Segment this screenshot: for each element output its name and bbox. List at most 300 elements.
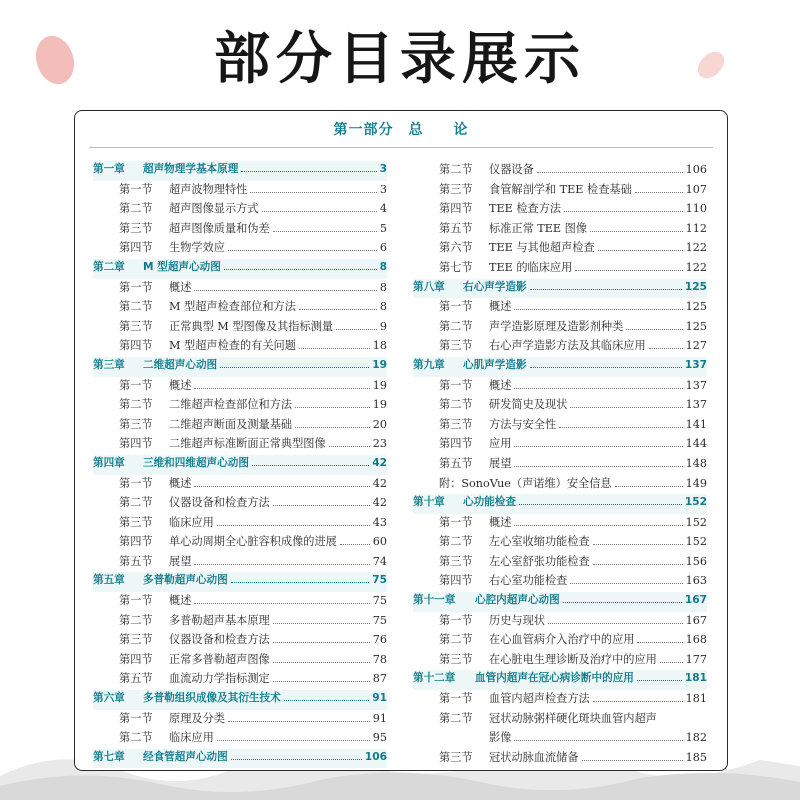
toc-page-number: 137	[684, 358, 707, 371]
toc-entry-title: 方法与安全性	[489, 417, 557, 431]
toc-page-number: 60	[372, 535, 387, 549]
toc-page-number: 106	[364, 750, 387, 763]
toc-entry-title: 正常典型 M 型图像及其指标测量	[169, 319, 334, 333]
toc-column-left	[93, 161, 387, 768]
toc-section-row	[413, 220, 707, 240]
toc-leader-dots	[563, 602, 682, 603]
toc-page-number: 42	[372, 496, 387, 510]
toc-entry-number: 第二节	[119, 202, 153, 216]
toc-page-number: 74	[372, 554, 387, 568]
toc-page-number: 23	[372, 437, 387, 451]
toc-entry-number: 第四节	[119, 339, 153, 353]
toc-page-number: 91	[372, 711, 387, 725]
toc-entry-number: 第一节	[119, 182, 153, 196]
toc-entry-title: 附：SonoVue（声诺维）安全信息	[439, 476, 612, 490]
toc-entry-number: 第五节	[119, 672, 153, 686]
toc-leader-dots	[295, 407, 370, 408]
toc-section-row	[413, 239, 707, 259]
toc-entry-number: 第四节	[439, 437, 473, 451]
toc-entry-title: 多普勒超声基本原理	[169, 613, 270, 627]
toc-section-row	[413, 200, 707, 220]
toc-page-number: 141	[685, 417, 707, 431]
toc-column-right	[413, 161, 707, 768]
toc-section-row	[413, 435, 707, 455]
toc-entry-title: 左心室收缩功能检查	[489, 535, 590, 549]
toc-chapter-row	[413, 494, 707, 514]
toc-chapter-row	[93, 455, 387, 475]
toc-page-number: 144	[685, 437, 707, 451]
toc-page-number: 75	[372, 574, 387, 587]
toc-leader-dots	[660, 662, 683, 663]
toc-leader-dots	[575, 270, 682, 271]
toc-section-row	[413, 553, 707, 573]
toc-entry-number: 第四节	[119, 535, 153, 549]
toc-entry-title: 二维超声断面及测量基础	[169, 417, 293, 431]
toc-leader-dots	[593, 564, 683, 565]
toc-chapter-row	[413, 357, 707, 377]
toc-entry-number: 第三节	[119, 417, 153, 431]
toc-page-number: 9	[379, 319, 387, 333]
toc-entry-title: M 型超声检查部位和方法	[169, 300, 296, 314]
toc-page-number: 107	[685, 182, 707, 196]
toc-leader-dots	[228, 250, 377, 251]
toc-leader-dots	[537, 172, 683, 173]
toc-leader-dots	[273, 623, 370, 624]
toc-section-row	[93, 279, 387, 299]
toc-entry-title: 标准正常 TEE 图像	[489, 221, 588, 235]
toc-section-row	[93, 318, 387, 338]
toc-page-number: 3	[379, 163, 387, 175]
toc-entry-title: 血管内超声检查方法	[489, 692, 590, 706]
toc-leader-dots	[559, 427, 683, 428]
toc-entry-title: 左心室舒张功能检查	[489, 554, 590, 568]
toc-page-number: 185	[685, 750, 707, 764]
toc-entry-number: 第四节	[439, 574, 473, 588]
toc-entry-title: 概述	[489, 378, 512, 392]
toc-entry-number: 第三节	[119, 515, 153, 529]
toc-page-number: 19	[372, 378, 387, 392]
toc-chapter-row	[413, 279, 707, 299]
toc-entry-number: 第一节	[119, 711, 153, 725]
toc-leader-dots	[329, 446, 370, 447]
toc-leader-dots	[299, 348, 370, 349]
toc-section-row	[93, 494, 387, 514]
toc-entry-title: 概述	[169, 280, 192, 294]
toc-chapter-row	[93, 357, 387, 377]
toc-entry-number: 第三节	[119, 221, 153, 235]
toc-leader-dots	[593, 701, 683, 702]
toc-section-row	[93, 631, 387, 651]
toc-page-number: 76	[372, 633, 387, 647]
toc-section-row	[93, 200, 387, 220]
toc-leader-dots	[220, 367, 369, 368]
page-headline: 部分目录展示	[214, 27, 586, 92]
toc-entry-title: 右心声学造影	[463, 280, 527, 293]
toc-entry-number: 第一节	[439, 613, 473, 627]
toc-leader-dots	[582, 760, 683, 761]
toc-section-row	[413, 710, 707, 730]
toc-entry-number: 第一节	[119, 476, 153, 490]
toc-entry-title: 应用	[489, 437, 512, 451]
toc-page-number: 75	[372, 594, 387, 608]
toc-card	[74, 110, 728, 771]
toc-section-row	[93, 612, 387, 632]
toc-page-number: 106	[685, 163, 707, 176]
toc-entry-title: 概述	[169, 378, 192, 392]
toc-leader-dots	[598, 250, 683, 251]
toc-entry-title: 在心血管病介入治疗中的应用	[489, 633, 635, 647]
toc-entry-number: 第五章	[93, 574, 125, 587]
toc-leader-dots	[336, 329, 377, 330]
toc-entry-number: 第六节	[439, 241, 473, 255]
toc-section-row	[93, 475, 387, 495]
toc-leader-dots	[194, 564, 369, 565]
toc-leader-dots	[194, 388, 369, 389]
toc-entry-title: 声学造影原理及造影剂种类	[489, 319, 624, 333]
toc-page-number: 8	[379, 280, 387, 294]
toc-entry-title: TEE 与其他超声检查	[489, 241, 595, 255]
toc-section-row	[413, 298, 707, 318]
toc-leader-dots	[284, 700, 370, 701]
toc-entry-number: 第三节	[119, 319, 153, 333]
toc-leader-dots	[295, 427, 370, 428]
toc-section-row	[413, 514, 707, 534]
toc-section-row	[93, 298, 387, 318]
toc-entry-number: 第七章	[93, 750, 125, 763]
toc-entry-number: 第三节	[439, 417, 473, 431]
toc-entry-title: 食管解剖学和 TEE 检查基础	[489, 182, 632, 196]
toc-entry-number: 第七节	[439, 260, 473, 274]
toc-entry-title: TEE 检查方法	[489, 202, 562, 216]
toc-entry-title: 在心脏电生理诊断及治疗中的应用	[489, 652, 657, 666]
toc-entry-title: 仪器设备和检查方法	[169, 633, 270, 647]
toc-entry-number: 第一节	[439, 378, 473, 392]
toc-entry-title: 展望	[169, 554, 192, 568]
toc-page-number: 156	[685, 554, 707, 568]
toc-entry-number: 第三节	[439, 554, 473, 568]
toc-section-row	[413, 612, 707, 632]
toc-leader-dots	[273, 642, 370, 643]
toc-entry-title: 三维和四维超声心动图	[143, 456, 249, 469]
toc-page-number: 20	[372, 417, 387, 431]
toc-leader-dots	[217, 525, 370, 526]
toc-leader-dots	[299, 309, 377, 310]
toc-entry-title: 临床应用	[169, 731, 214, 745]
toc-leader-dots	[590, 231, 683, 232]
toc-entry-title: 影像	[489, 731, 512, 745]
toc-entry-number: 第一节	[119, 280, 153, 294]
toc-leader-dots	[514, 388, 682, 389]
toc-entry-title: 心肌声学造影	[463, 358, 527, 371]
toc-entry-title: 研发简史及现状	[489, 398, 568, 412]
toc-leader-dots	[514, 446, 682, 447]
toc-page-number: 125	[685, 319, 707, 333]
toc-section-row	[93, 710, 387, 730]
toc-entry-title: 冠状动脉粥样硬化斑块血管内超声	[489, 711, 657, 725]
toc-page-number: 19	[372, 398, 387, 412]
toc-entry-number: 第一节	[119, 378, 153, 392]
toc-page-number: 8	[379, 300, 387, 314]
toc-leader-dots	[228, 721, 370, 722]
toc-entry-number: 第二节	[439, 319, 473, 333]
toc-page-number: 78	[372, 652, 387, 666]
toc-leader-dots	[273, 681, 370, 682]
part-title-divider	[89, 147, 713, 148]
toc-section-row	[413, 259, 707, 279]
toc-entry-number: 第三节	[119, 633, 153, 647]
toc-entry-title: 临床应用	[169, 515, 214, 529]
toc-entry-number: 第一节	[119, 594, 153, 608]
toc-leader-dots	[615, 486, 683, 487]
toc-page-number: 95	[372, 731, 387, 745]
toc-entry-number: 第五节	[119, 554, 153, 568]
toc-page-number: 167	[685, 613, 707, 627]
toc-page-number: 181	[685, 692, 707, 706]
toc-entry-title: M 型超声心动图	[143, 260, 221, 273]
toc-entry-title: M 型超声检查的有关问题	[169, 339, 296, 353]
toc-section-row	[413, 455, 707, 475]
toc-entry-title: 右心室功能检查	[489, 574, 568, 588]
toc-entry-title: 仪器设备	[489, 163, 534, 176]
toc-entry-title: TEE 的临床应用	[489, 260, 573, 274]
toc-entry-number: 第十一章	[413, 594, 456, 607]
toc-section-row	[413, 533, 707, 553]
toc-leader-dots	[273, 662, 370, 663]
toc-entry-number: 第二节	[439, 163, 473, 176]
toc-page-number: 148	[685, 456, 707, 470]
toc-section-row	[413, 690, 707, 710]
toc-page-number: 163	[685, 574, 707, 588]
toc-section-row	[413, 161, 707, 181]
toc-entry-title: 二维超声心动图	[143, 358, 218, 371]
toc-entry-number: 第五节	[439, 221, 473, 235]
toc-leader-dots	[514, 309, 682, 310]
toc-section-row	[93, 670, 387, 690]
toc-page-number: 177	[685, 652, 707, 666]
toc-page-number: 6	[379, 241, 387, 255]
toc-entry-number: 第九章	[413, 358, 445, 371]
toc-entry-number: 第六章	[93, 692, 125, 705]
toc-leader-dots	[262, 211, 377, 212]
toc-entry-number: 第二章	[93, 260, 125, 273]
toc-page-number: 122	[685, 241, 707, 255]
toc-chapter-row	[93, 259, 387, 279]
toc-section-row	[413, 572, 707, 592]
toc-leader-dots	[519, 504, 682, 505]
toc-section-row	[93, 435, 387, 455]
toc-entry-title: 单心动周期全心脏容积成像的进展	[169, 535, 337, 549]
toc-chapter-row	[413, 670, 707, 690]
toc-leader-dots	[637, 680, 682, 681]
toc-entry-title: 超声波物理特性	[169, 182, 248, 196]
toc-entry-title: 血流动力学指标测定	[169, 672, 270, 686]
toc-section-row	[93, 592, 387, 612]
toc-entry-number: 第二节	[439, 535, 473, 549]
toc-entry-title: 超声图像质量和伪差	[169, 221, 270, 235]
toc-entry-number: 第二节	[439, 711, 473, 725]
toc-leader-dots	[217, 740, 370, 741]
toc-page-number: 110	[685, 202, 707, 216]
toc-leader-dots	[530, 289, 682, 290]
toc-page-number: 127	[685, 339, 707, 353]
toc-leader-dots	[570, 583, 682, 584]
toc-section-row	[93, 514, 387, 534]
toc-page-number: 91	[372, 692, 387, 705]
toc-entry-title: 概述	[489, 515, 512, 529]
part-title: 第一部分 总 论	[333, 122, 469, 138]
toc-leader-dots	[224, 269, 377, 270]
toc-entry-number: 第四节	[439, 202, 473, 216]
toc-entry-title: 心腔内超声心动图	[475, 594, 560, 607]
toc-section-row	[413, 396, 707, 416]
toc-entry-number: 第四章	[93, 456, 125, 469]
toc-leader-dots	[593, 544, 683, 545]
toc-page-number: 3	[379, 182, 387, 196]
toc-page-number: 152	[684, 496, 707, 509]
toc-page-number: 149	[685, 476, 707, 490]
toc-entry-number: 第四节	[119, 437, 153, 451]
toc-leader-dots	[637, 642, 682, 643]
toc-page-number: 18	[372, 339, 387, 353]
toc-entry-title: 多普勒组织成像及其衍生技术	[143, 692, 281, 705]
toc-leader-dots	[626, 329, 682, 330]
toc-leader-dots	[564, 211, 683, 212]
toc-entry-number: 第一章	[93, 163, 125, 175]
toc-page-number: 112	[685, 221, 707, 235]
toc-entry-number: 第八章	[413, 280, 445, 293]
toc-leader-dots	[194, 486, 369, 487]
toc-entry-number: 第二节	[119, 398, 153, 412]
toc-leader-dots	[514, 466, 682, 467]
toc-page-number: 181	[684, 672, 707, 685]
toc-entry-title: 超声图像显示方式	[169, 202, 259, 216]
toc-entry-title: 概述	[169, 594, 192, 608]
toc-leader-dots	[250, 192, 377, 193]
toc-leader-dots	[340, 544, 370, 545]
toc-entry-title: 原理及分类	[169, 711, 225, 725]
toc-section-row	[413, 651, 707, 671]
toc-entry-number: 第四节	[119, 241, 153, 255]
toc-page-number: 137	[685, 378, 707, 392]
toc-entry-number: 第二节	[119, 613, 153, 627]
toc-entry-title: 历史与现状	[489, 613, 545, 627]
toc-section-row	[413, 749, 707, 769]
toc-chapter-row	[93, 749, 387, 769]
toc-entry-title: 心功能检查	[463, 496, 516, 509]
toc-section-row	[93, 553, 387, 573]
toc-entry-title: 概述	[489, 300, 512, 314]
toc-section-row	[93, 220, 387, 240]
toc-entry-title: 血管内超声在冠心病诊断中的应用	[475, 672, 634, 685]
toc-page-number: 19	[372, 358, 387, 371]
toc-section-row	[413, 181, 707, 201]
toc-section-row	[93, 416, 387, 436]
toc-section-row	[413, 631, 707, 651]
toc-entry-number: 第三节	[439, 182, 473, 196]
toc-leader-dots	[241, 171, 376, 172]
toc-entry-number: 第二节	[119, 300, 153, 314]
toc-entry-number: 第二节	[119, 496, 153, 510]
toc-leader-dots	[530, 367, 682, 368]
toc-entry-number: 第五节	[439, 456, 473, 470]
toc-leader-dots	[273, 231, 377, 232]
toc-page-number: 167	[684, 594, 707, 607]
toc-leader-dots	[548, 623, 683, 624]
toc-entry-number: 第二节	[119, 731, 153, 745]
toc-section-row	[413, 337, 707, 357]
toc-entry-number: 第十章	[413, 496, 445, 509]
toc-section-row	[413, 377, 707, 397]
toc-leader-dots	[570, 407, 682, 408]
toc-page-number: 8	[379, 260, 387, 273]
toc-entry-title: 冠状动脉血流储备	[489, 750, 579, 764]
toc-page-number: 125	[684, 280, 707, 293]
toc-page-number: 122	[685, 260, 707, 274]
toc-leader-dots	[273, 505, 370, 506]
toc-page-number: 43	[372, 515, 387, 529]
toc-chapter-row	[93, 161, 387, 181]
toc-entry-number: 第一节	[439, 692, 473, 706]
toc-page-number: 42	[372, 476, 387, 490]
toc-section-row	[413, 475, 707, 495]
toc-entry-title: 右心声学造影方法及其临床应用	[489, 339, 646, 353]
toc-page-number: 4	[379, 202, 387, 216]
toc-entry-number: 第一节	[439, 515, 473, 529]
toc-section-row	[93, 729, 387, 749]
toc-page-number: 87	[372, 672, 387, 686]
toc-chapter-row	[413, 592, 707, 612]
toc-entry-title: 超声物理学基本原理	[143, 163, 239, 175]
toc-page-number: 5	[379, 221, 387, 235]
toc-section-row	[93, 651, 387, 671]
toc-entry-title: 仪器设备和检查方法	[169, 496, 270, 510]
toc-leader-dots	[635, 192, 683, 193]
toc-page-number: 152	[685, 535, 707, 549]
toc-entry-title: 二维超声标准断面正常典型图像	[169, 437, 326, 451]
toc-section-row	[93, 377, 387, 397]
toc-section-row	[93, 181, 387, 201]
toc-leader-dots	[194, 290, 376, 291]
toc-leader-dots	[231, 582, 370, 583]
toc-leader-dots	[649, 348, 683, 349]
toc-chapter-row	[93, 572, 387, 592]
toc-entry-number: 第三节	[439, 652, 473, 666]
toc-entry-title: 多普勒超声心动图	[143, 574, 228, 587]
toc-page-number: 125	[685, 300, 707, 314]
toc-leader-dots	[514, 740, 682, 741]
toc-entry-number: 第一节	[439, 300, 473, 314]
toc-entry-number: 第二节	[439, 398, 473, 412]
toc-entry-title: 经食管超声心动图	[143, 750, 228, 763]
toc-leader-dots	[194, 603, 369, 604]
toc-page-number: 152	[685, 515, 707, 529]
toc-section-row	[93, 239, 387, 259]
toc-page-number: 42	[372, 456, 387, 469]
toc-section-row	[93, 337, 387, 357]
toc-entry-title: 二维超声检查部位和方法	[169, 398, 293, 412]
toc-chapter-row	[93, 690, 387, 710]
toc-entry-number: 第三节	[439, 339, 473, 353]
toc-entry-title: 展望	[489, 456, 512, 470]
toc-leader-dots	[514, 525, 682, 526]
toc-section-row	[413, 729, 707, 749]
toc-entry-number: 第四节	[119, 652, 153, 666]
toc-section-row	[93, 533, 387, 553]
toc-entry-title: 概述	[169, 476, 192, 490]
toc-section-row	[413, 318, 707, 338]
toc-entry-number: 第十二章	[413, 672, 456, 685]
toc-entry-title: 正常多普勒超声图像	[169, 652, 270, 666]
